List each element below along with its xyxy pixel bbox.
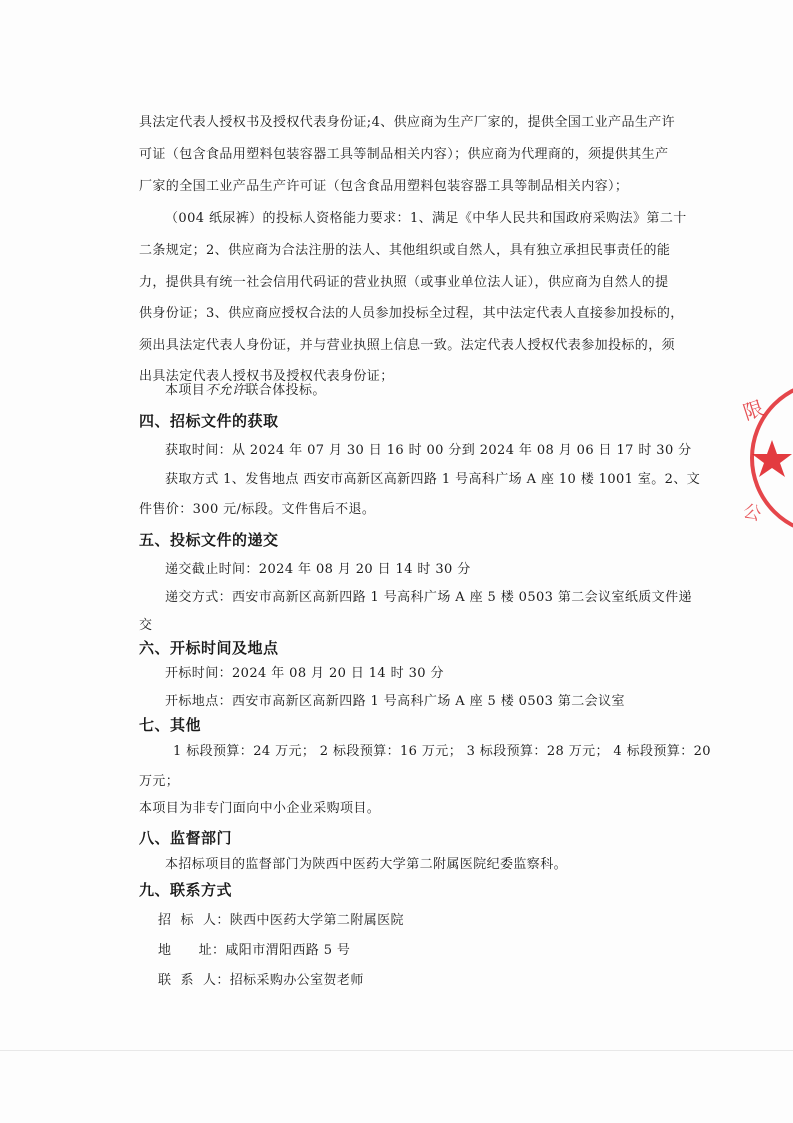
section-4-heading: 四、招标文件的获取: [139, 412, 279, 430]
section-9-contact: 联 系 人：招标采购办公室贺老师: [158, 973, 364, 988]
seal-glyph-bottom: 公: [740, 500, 764, 526]
section-8-heading: 八、监督部门: [139, 829, 233, 847]
paragraph-b-line-3: 力，提供具有统一社会信用代码证的营业执照（或事业单位法人证），供应商为自然人的提: [139, 275, 669, 290]
paragraph-b-line-1: （004 纸尿裤）的投标人资格能力要求：1、满足《中华人民共和国政府采购法》第二十: [165, 211, 687, 226]
official-seal: [728, 378, 793, 538]
seal-star-icon: [752, 440, 792, 477]
section-7-budget-line-1: 1 标段预算：24 万元； 2 标段预算：16 万元； 3 标段预算：28 万元； 4 标段预算：20: [173, 744, 711, 759]
consortium-prefix: 本项目: [165, 383, 206, 398]
paragraph-a-line-1: 具法定代表人授权书及授权代表身份证;4、供应商为生产厂家的，提供全国工业产品生产许: [139, 115, 676, 130]
section-7-budget-line-2: 万元；: [139, 774, 180, 789]
section-9-address: 地 址：咸阳市渭阳西路 5 号: [158, 943, 351, 958]
paragraph-b-line-5: 须出具法定代表人身份证，并与营业执照上信息一致。法定代表人授权代表参加投标的，须: [139, 338, 676, 353]
section-8-text: 本招标项目的监督部门为陕西中医药大学第二附属医院纪委监察科。: [165, 857, 568, 872]
section-5-heading: 五、投标文件的递交: [139, 531, 279, 549]
section-4-time: 获取时间：从 2024 年 07 月 30 日 16 时 00 分到 2024 年 08 月 06 日 17 时 30 分: [165, 443, 692, 458]
consortium-line: [165, 382, 326, 400]
seal-glyph-top: 限: [740, 395, 767, 425]
section-4-method-line-2: 件售价：300 元/标段。文件售后不退。: [139, 502, 376, 517]
section-5-method-line-2: 交: [139, 618, 153, 633]
section-5-deadline: 递交截止时间：2024 年 08 月 20 日 14 时 30 分: [165, 562, 471, 577]
section-6-place: 开标地点：西安市高新区高新四路 1 号高科广场 A 座 5 楼 0503 第二会议室: [165, 694, 625, 709]
section-6-time: 开标时间：2024 年 08 月 20 日 14 时 30 分: [165, 666, 444, 681]
seal-graphic: [728, 378, 793, 538]
section-9-heading: 九、联系方式: [139, 881, 233, 899]
section-6-heading: 六、开标时间及地点: [139, 639, 279, 657]
section-7-heading: 七、其他: [139, 716, 202, 734]
section-9-tenderer: 招 标 人：陕西中医药大学第二附属医院: [158, 913, 404, 928]
paragraph-a-line-2: 可证（包含食品用塑料包装容器工具等制品相关内容）；供应商为代理商的，须提供其生产: [139, 147, 669, 162]
paragraph-a-line-3: 厂家的全国工业产品生产许可证（包含食品用塑料包装容器工具等制品相关内容）；: [139, 179, 629, 194]
section-5-method-line-1: 递交方式：西安市高新区高新四路 1 号高科广场 A 座 5 楼 0503 第二会议室纸质文件递: [165, 590, 692, 605]
section-4-method-line-1: 获取方式 1、发售地点 西安市高新区高新四路 1 号高科广场 A 座 10 楼 1001 室。2、文: [165, 472, 701, 487]
paragraph-b-line-2: 二条规定；2、供应商为合法注册的法人、其他组织或自然人，具有独立承担民事责任的能: [139, 243, 671, 258]
consortium-suffix: 联合体投标。: [245, 383, 326, 398]
paragraph-b-line-4: 供身份证；3、供应商应授权合法的人员参加投标全过程，其中法定代表人直接参加投标的，: [139, 306, 684, 321]
consortium-emphasis: 不允许: [205, 383, 246, 398]
paragraph-b-line-6: 出具法定代表人授权书及授权代表身份证；: [139, 369, 394, 384]
scan-edge-line: [0, 1050, 793, 1051]
section-7-sme-note: 本项目为非专门面向中小企业采购项目。: [139, 801, 381, 816]
